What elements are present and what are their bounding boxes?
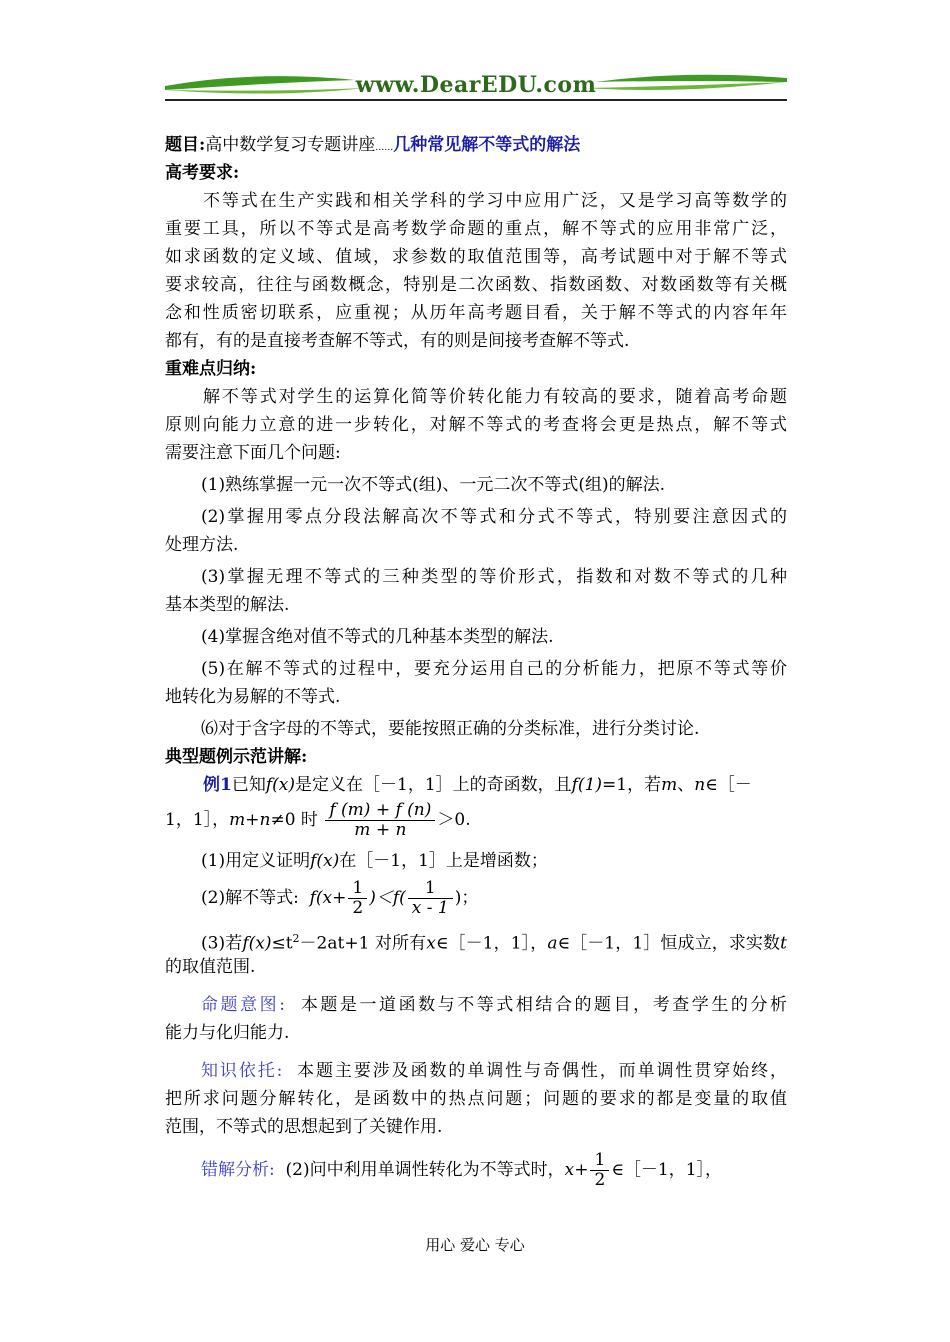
analysis-line: 知识依托: 本题主要涉及函数的单调性与奇偶性，而单调性贯穿始终， <box>201 1061 788 1081</box>
list-item: 处理方法. <box>165 535 239 555</box>
analysis-line: 范围，不等式的思想起到了关键作用. <box>165 1117 443 1137</box>
example-line: 1，1］，m+n≠0 时 $\frac{f (m) + f (n)}{m + n}$ ＞0. <box>165 800 471 840</box>
doc-title: 题目:高中数学复习专题讲座……几种常见解不等式的解法 <box>165 135 581 155</box>
list-item: (5)在解不等式的过程中，要充分运用自己的分析能力，把原不等式等价 <box>201 659 787 679</box>
paragraph-line: 要求较高，往往与函数概念，特别是二次函数、指数函数、对数函数等有关概 <box>165 275 787 295</box>
analysis-line: 把所求问题分解转化，是函数中的热点问题；问题的要求的都是变量的取值 <box>165 1089 787 1109</box>
section-heading: 重难点归纳: <box>165 359 257 379</box>
page-footer: 用心 爱心 专心 <box>425 1236 525 1254</box>
fraction: $\frac{1}{x - 1}$ <box>408 879 453 917</box>
fraction: $\frac{1}{2}$ <box>348 879 367 917</box>
paragraph-line: 解不等式对学生的运算化简等价转化能力有较高的要求，随着高考命题 <box>203 387 787 407</box>
header-banner <box>165 68 787 102</box>
analysis-line: 命题意图: 本题是一道函数与不等式相结合的题目，考查学生的分析 <box>201 995 787 1015</box>
question-line: (3)若$f(x)\le t^2-2at+1$ 对所有x∈［－1，1］，a∈［－1，1］恒成立，求实数t <box>201 932 787 954</box>
paragraph-line: 原则向能力立意的进一步转化，对解不等式的考查将会更是热点，解不等式 <box>165 415 787 435</box>
list-item: 地转化为易解的不等式. <box>165 687 341 707</box>
paragraph-line: 不等式在生产实践和相关学科的学习中应用广泛，又是学习高等数学的 <box>203 191 787 211</box>
analysis-line: 错解分析: (2)问中利用单调性转化为不等式时，x+ $\frac{1}{2}$ ∈［－1，1］， <box>201 1150 723 1190</box>
list-item: (1)熟练掌握一元一次不等式(组)、一元二次不等式(组)的解法. <box>201 475 666 495</box>
question-line: (2)解不等式: f(x+ $\frac{1}{2}$ )＜f( $\frac{1}{x - 1}$ )； <box>201 878 479 918</box>
list-item: 基本类型的解法. <box>165 595 290 615</box>
question-line: (1)用定义证明f(x)在［－1，1］上是增函数； <box>201 851 548 871</box>
document-body <box>165 131 787 1193</box>
paragraph-line: 念和性质密切联系，应重视；从历年高考题目看，关于解不等式的内容年年 <box>165 303 787 323</box>
header-rule <box>165 99 787 101</box>
list-item: (3)掌握无理不等式的三种类型的等价形式，指数和对数不等式的几种 <box>201 567 787 587</box>
analysis-line: 能力与化归能力. <box>165 1023 290 1043</box>
list-item: ⑹对于含字母的不等式，要能按照正确的分类标准，进行分类讨论. <box>201 719 700 739</box>
site-logo-text: www.DearEDU.com <box>355 72 597 98</box>
section-heading: 典型题例示范讲解: <box>165 747 308 767</box>
list-item: (4)掌握含绝对值不等式的几种基本类型的解法. <box>201 627 554 647</box>
fraction: $\frac{f (m) + f (n)}{m + n}$ <box>325 801 435 839</box>
fraction: $\frac{1}{2}$ <box>590 1151 609 1189</box>
paragraph-line: 都有，有的是直接考查解不等式，有的则是间接考查解不等式. <box>165 331 630 351</box>
list-item: (2)掌握用零点分段法解高次不等式和分式不等式，特别要注意因式的 <box>201 507 787 527</box>
question-line: 的取值范围. <box>165 957 256 977</box>
paragraph-line: 重要工具，所以不等式是高考数学命题的重点，解不等式的应用非常广泛， <box>165 219 787 239</box>
section-heading: 高考要求: <box>165 163 240 183</box>
example-label: 例1 <box>203 775 232 795</box>
example-line: 例1已知f(x)是定义在［－1，1］上的奇函数，且f(1)=1，若m、n∈［－ <box>203 775 752 795</box>
paragraph-line: 如求函数的定义域、值域，求参数的取值范围等，高考试题中对于解不等式 <box>165 247 787 267</box>
paragraph-line: 需要注意下面几个问题: <box>165 443 341 463</box>
